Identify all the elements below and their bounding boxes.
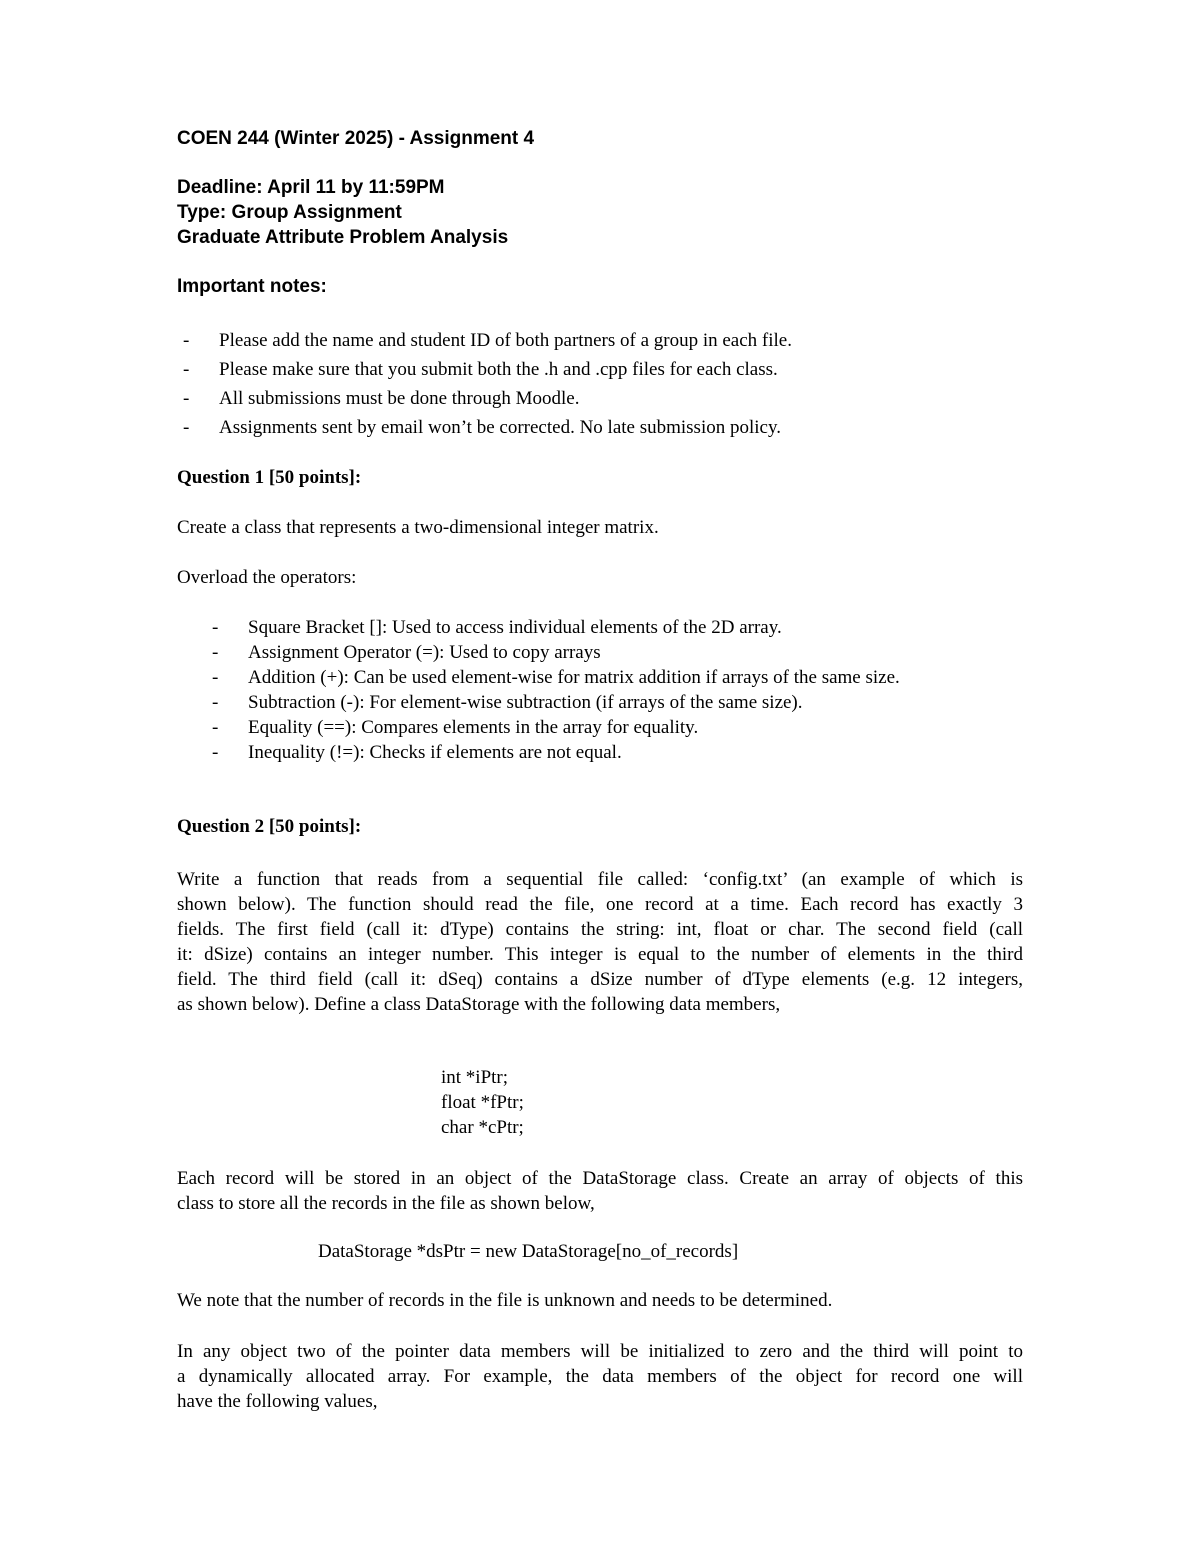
operator-text: Inequality (!=): Checks if elements are not equal. xyxy=(248,742,622,763)
bullet-dash: - xyxy=(212,617,219,638)
paragraph-line: In any object two of the pointer data members will be initialized to zero and the third will point to xyxy=(177,1341,1023,1362)
bullet-dash: - xyxy=(183,330,190,351)
paragraph-line: field. The third field (call it: dSeq) contains a dSize number of dType elements (e.g. 12 integers, xyxy=(177,969,1023,990)
bullet-dash: - xyxy=(212,692,219,713)
q2-paragraph-3 xyxy=(177,1339,1023,1414)
operator-text: Equality (==): Compares elements in the array for equality. xyxy=(248,717,699,738)
member-fptr: float *fPtr; xyxy=(441,1092,524,1113)
paragraph-line: fields. The first field (call it: dType) contains the string: int, float or char. The second field (call xyxy=(177,919,1023,940)
notes-heading: Important notes: xyxy=(177,276,327,297)
graduate-attribute: Graduate Attribute Problem Analysis xyxy=(177,227,509,248)
paragraph-line: it: dSize) contains an integer number. This integer is equal to the number of elements in the third xyxy=(177,944,1023,965)
bullet-dash: - xyxy=(212,667,219,688)
paragraph-line: class to store all the records in the file as shown below, xyxy=(177,1193,595,1214)
bullet-dash: - xyxy=(212,742,219,763)
q2-note: We note that the number of records in the file is unknown and needs to be determined. xyxy=(177,1290,833,1311)
operator-text: Subtraction (-): For element-wise subtraction (if arrays of the same size). xyxy=(248,692,803,713)
q1-overload-intro: Overload the operators: xyxy=(177,567,357,588)
paragraph-line: a dynamically allocated array. For example, the data members of the object for record one will xyxy=(177,1366,1023,1387)
bullet-dash: - xyxy=(183,359,190,380)
q1-intro: Create a class that represents a two-dimensional integer matrix. xyxy=(177,517,659,538)
assignment-title: COEN 244 (Winter 2025) - Assignment 4 xyxy=(177,128,535,149)
paragraph-line: shown below). The function should read the file, one record at a time. Each record has exactly 3 xyxy=(177,894,1023,915)
operator-text: Square Bracket []: Used to access individual elements of the 2D array. xyxy=(248,617,782,638)
bullet-dash: - xyxy=(212,717,219,738)
paragraph-line: Write a function that reads from a sequential file called: ‘config.txt’ (an example of which is xyxy=(177,869,1023,890)
q1-heading: Question 1 [50 points]: xyxy=(177,467,362,488)
member-cptr: char *cPtr; xyxy=(441,1117,524,1138)
note-text: Assignments sent by email won’t be corrected. No late submission policy. xyxy=(219,417,781,438)
bullet-dash: - xyxy=(183,417,190,438)
q2-paragraph-2 xyxy=(177,1166,1023,1216)
q2-heading: Question 2 [50 points]: xyxy=(177,816,362,837)
bullet-dash: - xyxy=(183,388,190,409)
q2-paragraph-1 xyxy=(177,867,1023,1017)
paragraph-line: as shown below). Define a class DataStorage with the following data members, xyxy=(177,994,781,1015)
deadline-line: Deadline: April 11 by 11:59PM xyxy=(177,177,445,198)
operator-text: Assignment Operator (=): Used to copy arrays xyxy=(248,642,601,663)
code-line: DataStorage *dsPtr = new DataStorage[no_of_records] xyxy=(318,1241,739,1262)
note-text: All submissions must be done through Moodle. xyxy=(219,388,580,409)
operator-text: Addition (+): Can be used element-wise for matrix addition if arrays of the same size. xyxy=(248,667,900,688)
assignment-type: Type: Group Assignment xyxy=(177,202,402,223)
paragraph-line: Each record will be stored in an object of the DataStorage class. Create an array of objects of this xyxy=(177,1168,1023,1189)
bullet-dash: - xyxy=(212,642,219,663)
note-text: Please make sure that you submit both the .h and .cpp files for each class. xyxy=(219,359,778,380)
member-iptr: int *iPtr; xyxy=(441,1067,509,1088)
paragraph-line: have the following values, xyxy=(177,1391,378,1412)
note-text: Please add the name and student ID of both partners of a group in each file. xyxy=(219,330,792,351)
